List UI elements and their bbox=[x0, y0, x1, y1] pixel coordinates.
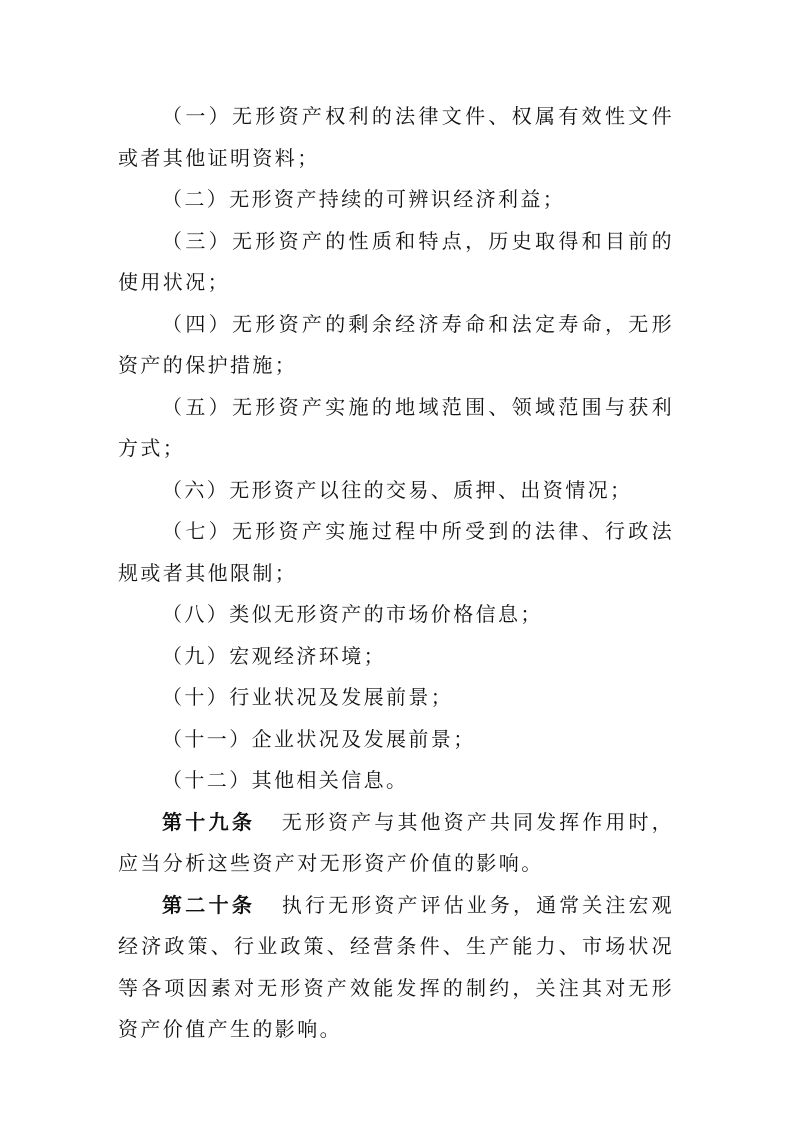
list-item: （七）无形资产实施过程中所受到的法律、行政法规或者其他限制； bbox=[118, 519, 674, 585]
article-19-label: 第十九条 bbox=[162, 809, 256, 834]
article-19-text: 无形资产与其他资产共同发挥作用时，应当分析这些资产对无形资产价值的影响。 bbox=[118, 809, 674, 875]
list-item: （九）宏观经济环境； bbox=[162, 643, 386, 668]
list-item: （十）行业状况及发展前景； bbox=[162, 685, 454, 709]
article-20 bbox=[118, 885, 674, 1051]
list-item: （四）无形资产的剩余经济寿命和法定寿命，无形资产的保护措施； bbox=[118, 311, 674, 377]
list-item: （五）无形资产实施的地域范围、领域范围与获利方式； bbox=[118, 394, 674, 460]
list-item: （八）类似无形资产的市场价格信息； bbox=[162, 602, 543, 626]
list-item: （十二）其他相关信息。 bbox=[162, 768, 409, 792]
list-item: （三）无形资产的性质和特点，历史取得和目前的使用状况； bbox=[118, 228, 674, 294]
article-20-label: 第二十条 bbox=[162, 892, 256, 917]
list-item: （一）无形资产权利的法律文件、权属有效性文件或者其他证明资料； bbox=[118, 104, 674, 170]
list-item: （十一）企业状况及发展前景； bbox=[162, 726, 476, 751]
list-item: （六）无形资产以往的交易、质押、出资情况； bbox=[162, 477, 633, 502]
article-20-text: 执行无形资产评估业务，通常关注宏观经济政策、行业政策、经营条件、生产能力、市场状况等各项因素对无形资产效能发挥的制约，关注其对无形资产价值产生的影响。 bbox=[118, 892, 674, 1041]
document-body bbox=[118, 96, 674, 1051]
article-19 bbox=[118, 802, 674, 885]
list-item: （二）无形资产持续的可辨识经济利益； bbox=[162, 187, 566, 211]
